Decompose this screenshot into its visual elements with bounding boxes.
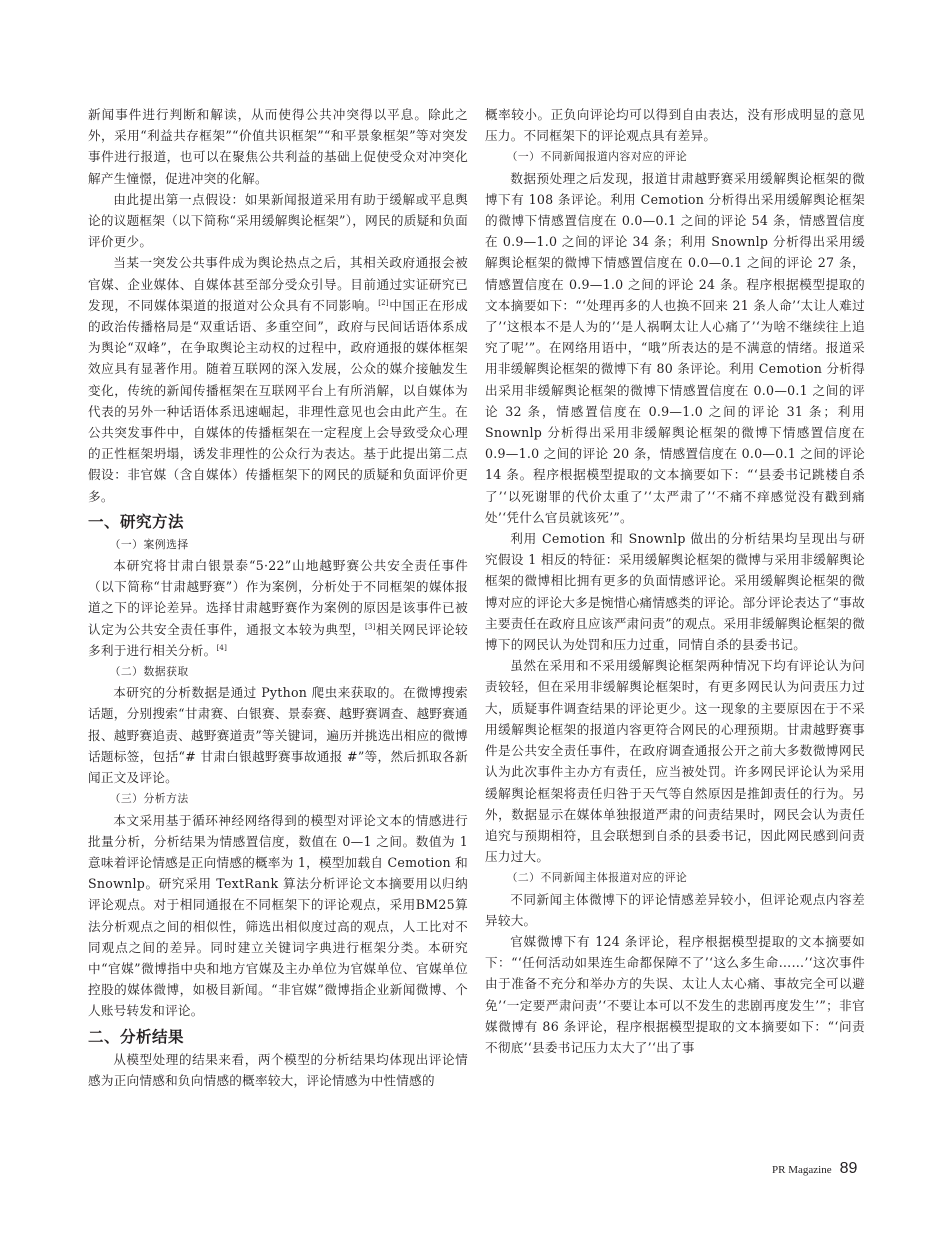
- paragraph-text: 中国正在形成的政治传播格局是“双重话语、多重空间”，政府与民间话语体系成为舆论“双峰”，在争取舆论主动权的过程中，政府通报的媒体框架效应具有显著作用。随着互联网的深入发展，公众的媒介接触发生变化，传统的新闻传播框架在互联网平台上有所消解，以自媒体为代表的另外一种话语体系迅速崛起，非理性意见也会由此产生。在公共突发事件中，自媒体的传播框架在一定程度上会导致受众心理的正性框架坍塌，诱发非理性的公众行为表达。基于此提出第二点假设：非官媒（含自媒体）传播框架下的网民的质疑和负面评价更多。: [88, 297, 469, 504]
- frame-paragraph: 虽然在采用和不采用缓解舆论框架两种情况下均有评论认为问责较轻，但在采用非缓解舆论框架时，有更多网民认为问责压力过大，质疑事件调查结果的评论更少。这一现象的主要原因在于不采用缓解舆论框架的报道内容更符合网民的心理预期。甘肃越野赛事件是公共安全责任事件，在政府调查通报公开之前大多数微博网民认为此次事件主办方有责任，应当被处罚。许多网民评论认为采用缓解舆论框架将责任归咎于天气等自然原因是推卸责任的行为。另外，数据显示在媒体单独报道严肃的问责结果时，网民会认为责任追究与预期相符，且会联想到自杀的县委书记，因此网民感到问责压力过大。: [485, 658, 865, 865]
- subsection-heading-data: （二）数据获取: [109, 665, 189, 679]
- frame-paragraph: 数据预处理之后发现，报道甘肃越野赛采用缓解舆论框架的微博下有 108 条评论。利用 Cemotion 分析得出采用缓解舆论框架的微博下情感置信度在 0.0—0.1 之间的评论 54 条，情感置信度在 0.9—1.0 之间的评论 34 条；利用 Snownlp 分析得出采用缓解舆论框架的微博下情感置信度在 0.0—0.1 之间的评论 27 条，情感置信度在 0.9—1.0 之间的评论 24 条。程序根据模型提取的文本摘要如下：“‘处理再多的人也换不回来 21 条人命’‘太让人难过了’‘这根本不是人为的’‘是人祸啊太让人心痛了’‘为啥不继续往上追究了呢’”。在网络用语中，“哦”所表达的是不满意的情绪。报道采用非缓解舆论框架的微博下有 80 条评论。利用 Cemotion 分析得出采用非缓解舆论框架的微博下情感置信度在 0.0—0.1 之间的评论 32 条，情感置信度在 0.9—1.0 之间的评论 31 条；利用 Snownlp 分析得出采用非缓解舆论框架的微博下情感置信度在 0.9—1.0 之间的评论 20 条，情感置信度在 0.0—0.1 之间的评论 14 条。程序根据模型提取的文本摘要如下：“‘县委书记跳楼自杀了’‘以死谢罪的代价太重了’‘太严肃了’‘不痛不痒感觉没有戳到痛处’‘凭什么官员就该死’”。: [485, 170, 865, 525]
- magazine-name: PR Magazine: [772, 1164, 832, 1176]
- hypothesis-2-paragraph: [88, 252, 468, 506]
- page-number: 89: [839, 1160, 858, 1177]
- paragraph-text: 相关网民评论较多利于进行相关分析。: [88, 621, 469, 658]
- left-column: [88, 104, 468, 1091]
- subject-paragraph: 不同新闻主体微博下的评论情感差异较小，但评论观点内容差异较大。: [485, 891, 865, 928]
- paragraph: 新闻事件进行判断和解读，从而使得公共冲突得以平息。除此之外，采用“利益共存框架”“价值共识框架”“和平景象框架”等对突发事件进行报道，也可以在聚焦公共利益的基础上促使受众对冲突化解产生憧憬，促进冲突的化解。: [88, 107, 468, 186]
- paragraph: 概率较小。正负向评论均可以得到自由表达，没有形成明显的意见压力。不同框架下的评论观点具有差异。: [485, 107, 865, 144]
- hypothesis-1-paragraph: 由此提出第一点假设：如果新闻报道采用有助于缓解或平息舆论的议题框架（以下简称“采用缓解舆论框架”），网民的质疑和负面评价更少。: [88, 191, 468, 250]
- section-heading-methods: 一、研究方法: [88, 512, 185, 531]
- citation: [2]: [378, 298, 389, 307]
- citation: [4]: [216, 643, 228, 652]
- case-paragraph: [88, 555, 468, 661]
- frame-paragraph: 利用 Cemotion 和 Snownlp 做出的分析结果均呈现出与研究假设 1 相反的特征：采用缓解舆论框架的微博与采用非缓解舆论框架的微博相比拥有更多的负面情感评论。采用缓解舆论框架的微博对应的评论大多是惋惜心痛情感类的评论。部分评论表达了“事故主要责任在政府且应该严肃问责”的观点。采用非缓解舆论框架的微博下的网民认为处罚和压力过重，同情自杀的县委书记。: [485, 531, 865, 653]
- paragraph-text: 本研究将甘肃白银景泰“5·22”山地越野赛公共安全责任事件（以下简称“甘肃越野赛”）作为案例，分析处于不同框架的媒体报道之下的评论差异。选择甘肃越野赛作为案例的原因是该事件已被认定为公共安全责任事件，通报文本较为典型，: [88, 558, 468, 637]
- subsection-heading-analysis: （三）分析方法: [109, 792, 189, 806]
- subsection-heading-subject: （二）不同新闻主体报道对应的评论: [506, 871, 688, 885]
- subject-paragraph: 官媒微博下有 124 条评论，程序根据模型提取的文本摘要如下：“‘任何活动如果连生命都保障不了’‘这么多生命……’‘这次事件由于准备不充分和举办方的失误、太让人太心痛、事故完全可以避免’‘一定要严肃问责’‘不要让本可以不发生的悲剧再度发生’”；非官媒微博有 86 条评论，程序根据模型提取的文本摘要如下：“‘问责不彻底’‘县委书记压力太大了’‘出了事: [485, 933, 865, 1055]
- analysis-paragraph: 本文采用基于循环神经网络得到的模型对评论文本的情感进行批量分析，分析结果为情感置信度，数值在 0—1 之间。数值为 1 意味着评论情感是正向情感的概率为 1，模型加载自 Cemotion 和 Snownlp。研究采用 TextRank 算法分析评论文本摘要用以归纳评论观点。对于相同通报在不同框架下的评论观点，采用BM25算法分析观点之间的相似性，筛选出相似度过高的观点，人工比对不同观点之间的差异。同时建立关键词字典进行框架分类。本研究中“官媒”微博指中央和地方官媒及主办单位为官媒单位、官媒单位控股的媒体微博，如极目新闻。“非官媒”微博指企业新闻微博、个人账号转发和评论。: [88, 812, 468, 1019]
- citation: [3]: [365, 622, 376, 631]
- page-footer: [772, 1160, 857, 1178]
- paragraph-text: 当某一突发公共事件成为舆论热点之后，其相关政府通报会被官媒、企业媒体、自媒体甚至部分受众引导。目前通过实证研究已发现，不同媒体渠道的报道对公众具有不同影响。: [88, 255, 468, 313]
- subsection-heading-frame: （一）不同新闻报道内容对应的评论: [506, 150, 688, 164]
- subsection-heading-case: （一）案例选择: [109, 537, 189, 551]
- data-paragraph: 本研究的分析数据是通过 Python 爬虫来获取的。在微博搜索话题，分别搜索“甘肃赛、白银赛、景泰赛、越野赛调查、越野赛通报、越野赛追责、越野赛道责”等关键词，遍历并挑选出相应的微博话题标签，包括“# 甘肃白银越野赛事故通报 #”等，然后抓取各新闻正文及评论。: [88, 685, 468, 786]
- results-paragraph: 从模型处理的结果来看，两个模型的分析结果均体现出评论情感为正向情感和负向情感的概率较大，评论情感为中性情感的: [88, 1051, 468, 1088]
- right-column: [485, 104, 865, 1058]
- section-heading-results: 二、分析结果: [88, 1027, 185, 1046]
